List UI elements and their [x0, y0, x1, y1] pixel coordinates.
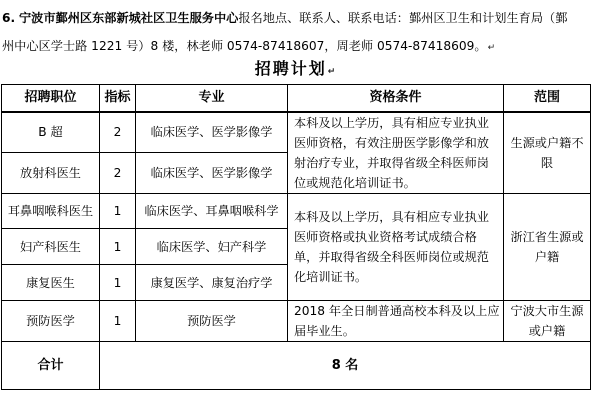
recruitment-table: [1, 84, 591, 390]
table-header-row: [2, 85, 591, 113]
cell-quota: 2: [100, 152, 136, 193]
intro-text-line1: 报名地点、联系人、联系电话：鄞州区卫生和计划生育局（鄞: [238, 11, 568, 25]
page-title: [0, 56, 592, 79]
cell-major: 临床医学、医学影像学: [136, 152, 288, 193]
cell-scope: 浙江省生源或户籍: [504, 194, 591, 301]
header-conditions: 资格条件: [288, 85, 504, 113]
item-number: 6.: [2, 11, 16, 25]
header-scope: 范围: [504, 85, 591, 113]
cell-scope: 生源或户籍不限: [504, 112, 591, 194]
total-label: 合计: [2, 342, 100, 390]
cell-quota: 2: [100, 112, 136, 152]
paragraph-mark-icon: ↵: [487, 43, 496, 53]
total-value: 8 名: [100, 342, 591, 390]
cell-major: 预防医学: [136, 301, 288, 342]
cell-major: 临床医学、妇产科学: [136, 229, 288, 265]
cell-major: 临床医学、耳鼻咽喉科学: [136, 194, 288, 229]
intro-paragraph: [2, 4, 590, 62]
organization-name: 宁波市鄞州区东部新城社区卫生服务中心: [19, 11, 239, 25]
cell-scope: 宁波大市生源或户籍: [504, 301, 591, 342]
cell-quota: 1: [100, 265, 136, 301]
cell-position: 放射科医生: [2, 152, 100, 193]
cell-conditions: 本科及以上学历，具有相应专业执业医师资格，有效注册医学影像学和放射治疗专业，并取得省级全科医师岗位或规范化培训证书。: [288, 112, 504, 194]
header-major: 专业: [136, 85, 288, 113]
cell-position: 预防医学: [2, 301, 100, 342]
cell-conditions: 2018 年全日制普通高校本科及以上应届毕业生。: [288, 301, 504, 342]
cell-conditions: 本科及以上学历，具有相应专业执业医师资格或执业资格考试成绩合格单，并取得省级全科医师岗位或规范化培训证书。: [288, 194, 504, 301]
cell-position: 耳鼻咽喉科医生: [2, 194, 100, 229]
cell-position: 妇产科医生: [2, 229, 100, 265]
paragraph-mark-icon: ↵: [327, 67, 338, 77]
intro-text-line2: 州中心区学士路 1221 号）8 楼，林老师 0574-87418607，周老师 0574-87418609。: [2, 39, 487, 53]
title-text: 招聘计划: [254, 59, 327, 78]
table-row: [2, 301, 591, 342]
cell-major: 临床医学、医学影像学: [136, 112, 288, 152]
cell-position: 康复医生: [2, 265, 100, 301]
total-row: [2, 342, 591, 390]
cell-quota: 1: [100, 301, 136, 342]
cell-quota: 1: [100, 229, 136, 265]
header-quota: 指标: [100, 85, 136, 113]
table-row: [2, 112, 591, 152]
cell-major: 康复医学、康复治疗学: [136, 265, 288, 301]
cell-quota: 1: [100, 194, 136, 229]
cell-position: B 超: [2, 112, 100, 152]
table-row: [2, 194, 591, 229]
header-position: 招聘职位: [2, 85, 100, 113]
